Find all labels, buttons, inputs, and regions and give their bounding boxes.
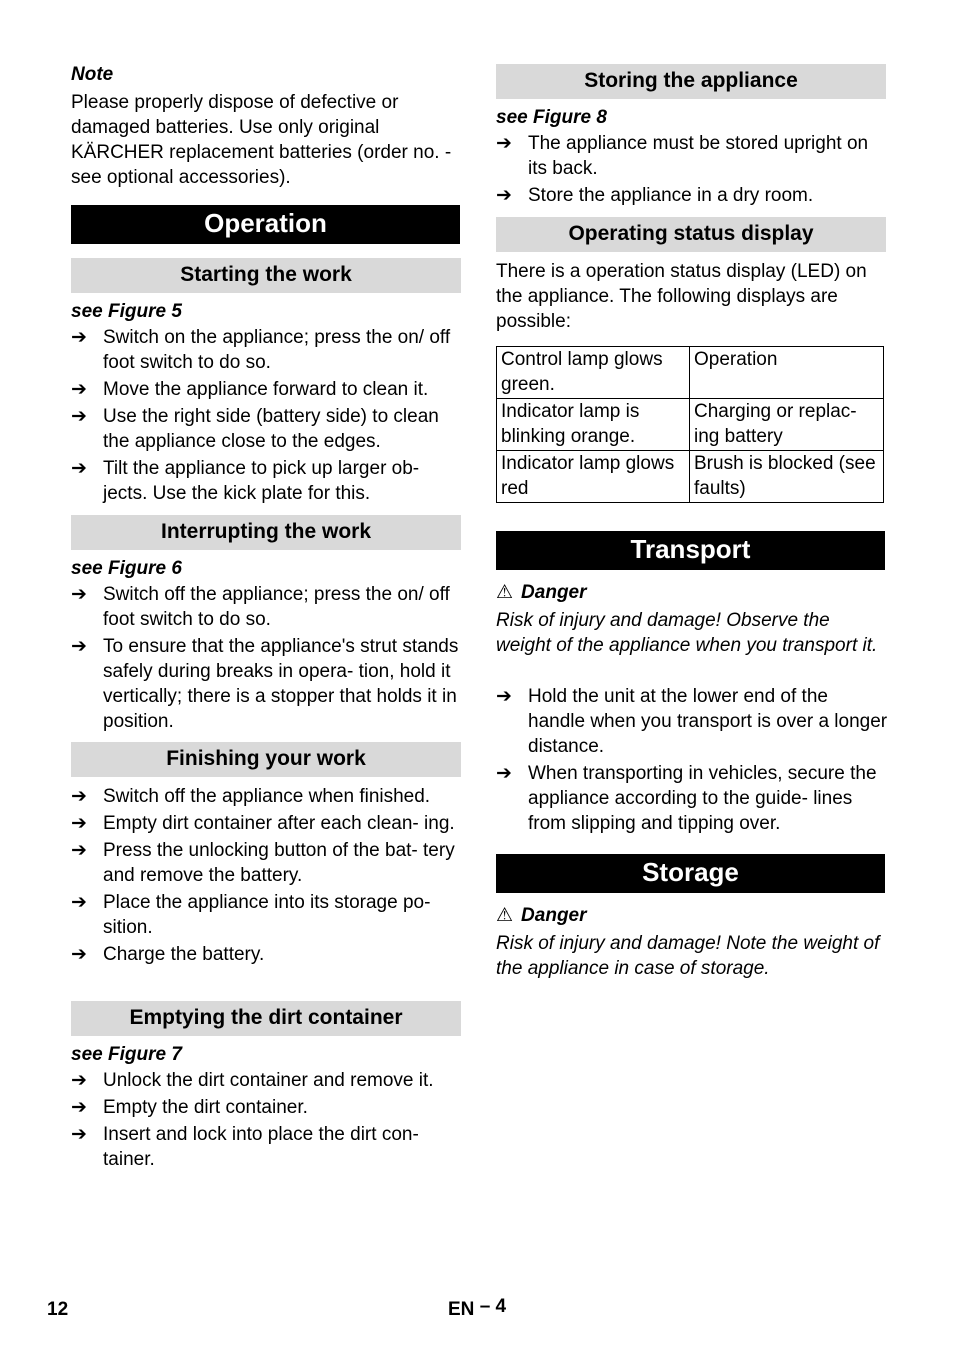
list-item: ➔ When transporting in vehicles, secure the appliance according to the guide- lines from slipping and tipping over. (496, 762, 877, 834)
list-item: ➔ Move the appliance forward to clean it. (71, 378, 429, 400)
table-cell: Indicator lamp glows red (497, 451, 690, 503)
table-cell: Control lamp glows green. (497, 347, 690, 399)
figure-ref-8: see Figure 8 (496, 107, 607, 128)
table-row (497, 347, 884, 399)
list-item: ➔ Store the appliance in a dry room. (496, 184, 814, 206)
storage-danger-label: ⚠ Danger (496, 904, 587, 926)
storage-danger-text: Risk of injury and damage! Note the weight of the appliance in case of storage. (496, 933, 880, 979)
page-number: 12 (47, 1299, 69, 1320)
arrow-right-icon: ➔ (71, 635, 87, 657)
transport-danger-text: Risk of injury and damage! Observe the weight of the appliance when you transport it. (496, 610, 878, 656)
storing-appliance-list (496, 131, 888, 210)
figure-ref-6: see Figure 6 (71, 558, 182, 579)
status-intro: There is a operation status display (LED) on the appliance. The following displays are possible: (496, 261, 867, 332)
arrow-right-icon: ➔ (71, 891, 87, 913)
list-item: ➔ Tilt the appliance to pick up larger ob- jects. Use the kick plate for this. (71, 457, 420, 504)
table-cell: Indicator lamp is blinking orange. (497, 399, 690, 451)
arrow-right-icon: ➔ (71, 583, 87, 605)
list-item: ➔ Insert and lock into place the dirt con- tainer. (71, 1123, 419, 1170)
table-cell: Operation (690, 347, 884, 399)
note-label: Note (71, 64, 114, 85)
footer-lang (448, 1296, 507, 1321)
emptying-container-list (71, 1068, 463, 1174)
arrow-right-icon: ➔ (496, 685, 512, 707)
list-item: ➔ Use the right side (battery side) to clean the appliance close to the edges. (71, 405, 439, 452)
figure-ref-7: see Figure 7 (71, 1044, 182, 1065)
list-item: ➔ Charge the battery. (71, 943, 265, 965)
finishing-work-heading: Finishing your work (71, 742, 461, 777)
list-item: ➔ Switch on the appliance; press the on/ off foot switch to do so. (71, 326, 451, 373)
table-cell: Charging or replac- ing battery (690, 399, 884, 451)
finishing-work-list (71, 784, 463, 969)
list-item: ➔ Unlock the dirt container and remove it. (71, 1069, 434, 1091)
starting-work-list (71, 325, 463, 508)
transport-danger-label: ⚠ Danger (496, 581, 587, 603)
list-item: ➔ The appliance must be stored upright on its back. (496, 132, 869, 179)
list-item: ➔ Switch off the appliance when finished. (71, 785, 431, 807)
list-item: ➔ Place the appliance into its storage po- sition. (71, 891, 431, 938)
arrow-right-icon: ➔ (71, 839, 87, 861)
note-text: Please properly dispose of defective or damaged batteries. Use only original KÄRCHER replacement batteries (order no. - see optional accessories). (71, 92, 452, 188)
warning-triangle-icon: ⚠ (496, 904, 514, 926)
arrow-right-icon: ➔ (71, 457, 87, 479)
emptying-container-heading: Emptying the dirt container (71, 1001, 461, 1036)
arrow-right-icon: ➔ (71, 405, 87, 427)
arrow-right-icon: ➔ (496, 762, 512, 784)
storing-appliance-heading: Storing the appliance (496, 64, 886, 99)
list-item: ➔ Switch off the appliance; press the on/ off foot switch to do so. (71, 583, 450, 630)
list-item: ➔ To ensure that the appliance's strut stands safely during breaks in opera- tion, hold it vertically; there is a stopper that holds it in position. (71, 635, 459, 732)
interrupting-work-list (71, 582, 463, 736)
arrow-right-icon: ➔ (71, 1069, 87, 1091)
starting-work-heading: Starting the work (71, 258, 461, 293)
list-item: ➔ Empty the dirt container. (71, 1096, 308, 1118)
lang-code: EN (448, 1299, 475, 1320)
arrow-right-icon: ➔ (71, 812, 87, 834)
arrow-right-icon: ➔ (71, 943, 87, 965)
operating-status-heading: Operating status display (496, 217, 886, 252)
sub-page-number: – 4 (479, 1296, 507, 1317)
figure-ref-5: see Figure 5 (71, 301, 182, 322)
table-cell: Brush is blocked (see faults) (690, 451, 884, 503)
arrow-right-icon: ➔ (71, 1123, 87, 1145)
table-row (497, 399, 884, 451)
arrow-right-icon: ➔ (71, 378, 87, 400)
list-item: ➔ Hold the unit at the lower end of the handle when you transport is over a longer distance. (496, 685, 888, 757)
warning-triangle-icon: ⚠ (496, 581, 514, 603)
section-operation-title: Operation (71, 205, 460, 244)
arrow-right-icon: ➔ (496, 132, 512, 154)
arrow-right-icon: ➔ (71, 1096, 87, 1118)
arrow-right-icon: ➔ (496, 184, 512, 206)
list-item: ➔ Press the unlocking button of the bat- tery and remove the battery. (71, 839, 455, 886)
status-table (496, 346, 884, 503)
transport-list (496, 684, 888, 838)
arrow-right-icon: ➔ (71, 326, 87, 348)
section-storage-title: Storage (496, 854, 885, 893)
list-item: ➔ Empty dirt container after each clean- ing. (71, 812, 455, 834)
interrupting-work-heading: Interrupting the work (71, 515, 461, 550)
section-transport-title: Transport (496, 531, 885, 570)
arrow-right-icon: ➔ (71, 785, 87, 807)
table-row (497, 451, 884, 503)
